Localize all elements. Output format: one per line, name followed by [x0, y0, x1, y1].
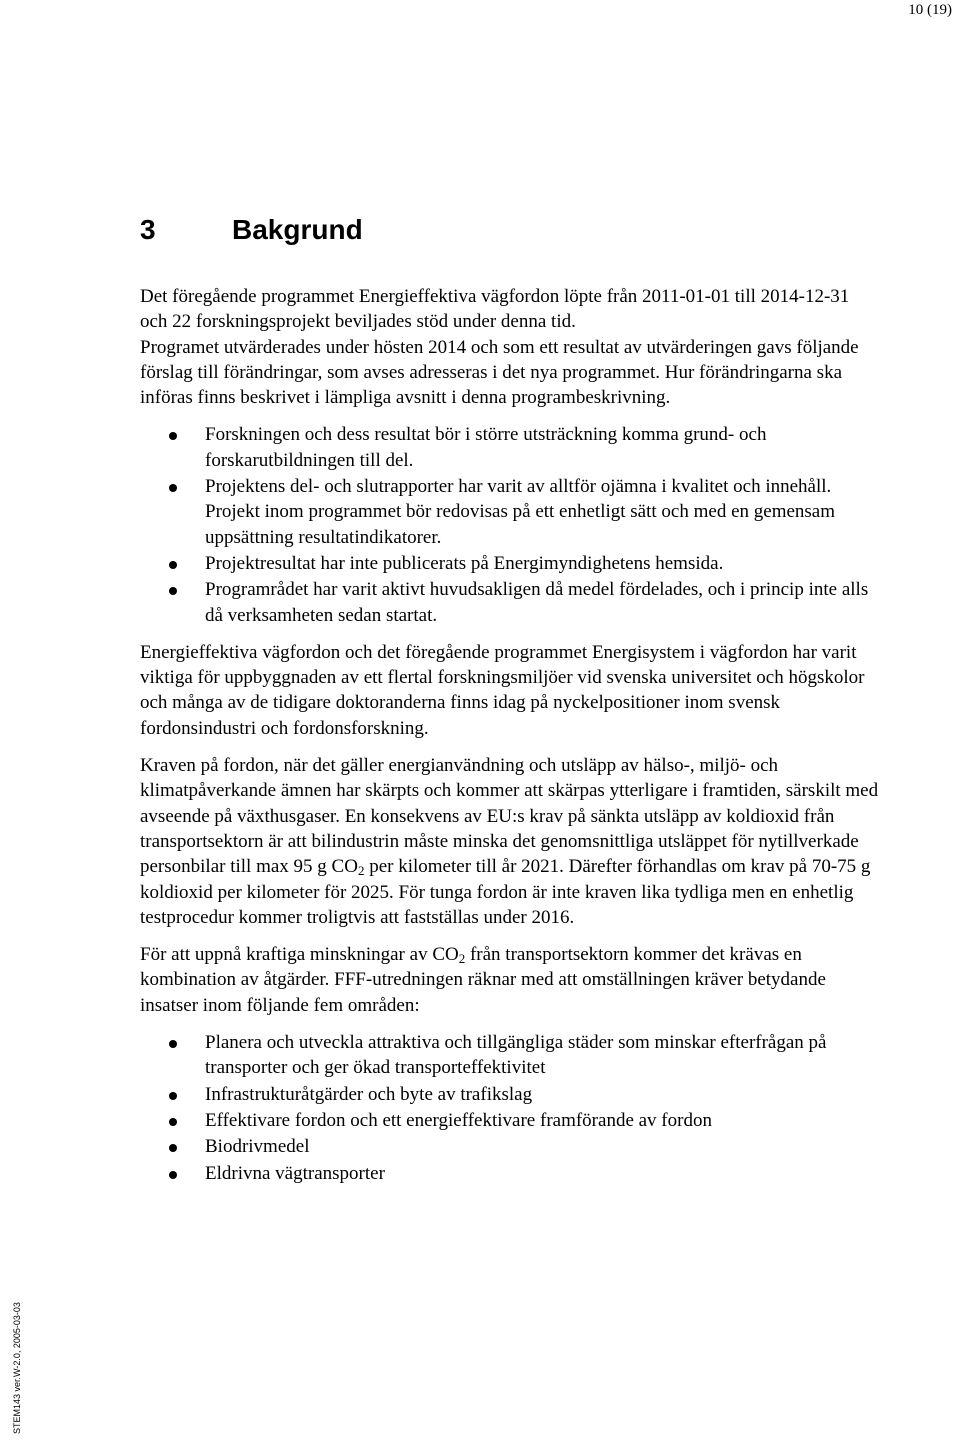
paragraph-requirements: Kraven på fordon, när det gäller energianvändning och utsläpp av hälso-, miljö- och klimatpåverkande ämnen har skärpts och kommer att skärpas ytterligare i framtiden, särskilt med avseende på växthusgaser. En konsekvens av EU:s krav på sänkta utsläpp av koldioxid från transportsektorn är att bilindustrin måste minska det genomsnittliga utsläppet för nytillverkade personbilar till max 95 g $CO_2$ per kilometer till år 2021. Därefter förhandlas om krav på 70-75 g koldioxid per kilometer för 2025. För tunga fordon är inte kraven lika tydliga men en enhetlig testprocedur kommer troligtvis att fastställas under 2016.: [140, 755, 879, 928]
section-heading: [140, 210, 363, 250]
section-title: Bakgrund: [232, 214, 363, 245]
bullet-icon: [169, 561, 177, 569]
list-item: Programrådet har varit aktivt huvudsakligen då medel fördelades, och i princip inte alls då verksamheten sedan startat.: [140, 577, 880, 628]
bullet-icon: [169, 1171, 177, 1179]
bullet-icon: [169, 1144, 177, 1152]
focus-area-list: [140, 1030, 880, 1186]
bullet-icon: [169, 1118, 177, 1126]
paragraph-energy: Energieffektiva vägfordon och det föregående programmet Energisystem i vägfordon har varit viktiga för uppbyggnaden av ett flertal forskningsmiljöer vid svenska universitet och högskolor och många av de tidigare doktoranderna finns idag på nyckelpositioner inom svensk fordonsindustri och fordonsforskning.: [140, 641, 865, 739]
page-number: 10 (19): [908, 2, 952, 18]
list-item: Effektivare fordon och ett energieffektivare framförande av fordon: [140, 1108, 880, 1133]
list-item: Projektens del- och slutrapporter har varit av alltför ojämna i kvalitet och innehåll. Projekt inom programmet bör redovisas på ett enhetligt sätt och med en gemensam uppsättning resultatindikatorer.: [140, 474, 880, 550]
template-version-label: STEM143 ver.W-2.0, 2005-03-03: [12, 1302, 22, 1434]
list-item: Eldrivna vägtransporter: [140, 1161, 880, 1186]
list-item: Planera och utveckla attraktiva och tillgängliga städer som minskar efterfrågan på transporter och ger ökad transporteffektivitet: [140, 1030, 880, 1081]
evaluation-list: [140, 422, 880, 627]
list-item: Projektresultat har inte publicerats på Energimyndighetens hemsida.: [140, 551, 880, 576]
list-item: Biodrivmedel: [140, 1134, 880, 1159]
bullet-icon: [169, 432, 177, 440]
paragraph-measures: För att uppnå kraftiga minskningar av $CO_2$ från transportsektorn kommer det krävas en kombination av åtgärder. FFF-utredningen räknar med att omställningen kräver betydande insatser inom följande fem områden:: [140, 944, 826, 1016]
intro-paragraph-1: Det föregående programmet Energieffektiva vägfordon löpte från 2011-01-01 till 2014-12-31 och 22 forskningsprojekt beviljades stöd under denna tid.: [140, 286, 850, 333]
body-text: [140, 284, 880, 1186]
intro-paragraph-2: Programet utvärderades under hösten 2014 och som ett resultat av utvärderingen gavs följande förslag till förändringar, som avses adresseras i det nya programmet. Hur förändringarna ska införas finns beskrivet i lämpliga avsnitt i denna programbeskrivning.: [140, 336, 859, 409]
list-item: Forskningen och dess resultat bör i större utsträckning komma grund- och forskarutbildningen till del.: [140, 422, 880, 473]
list-item: Infrastrukturåtgärder och byte av trafikslag: [140, 1082, 880, 1107]
bullet-icon: [169, 587, 177, 595]
bullet-icon: [169, 484, 177, 492]
bullet-icon: [169, 1092, 177, 1100]
bullet-icon: [169, 1040, 177, 1048]
section-number: 3: [140, 214, 156, 245]
